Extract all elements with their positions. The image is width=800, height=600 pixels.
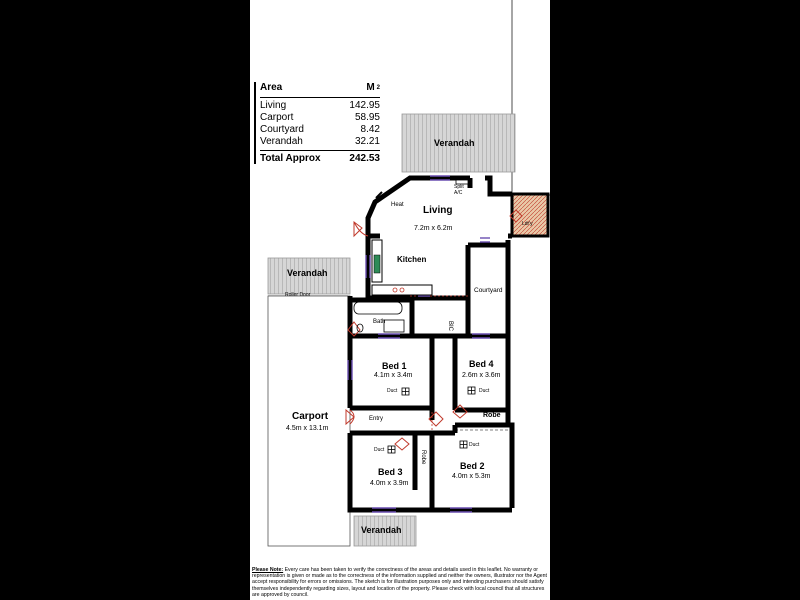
entry-label: Entry <box>369 416 384 422</box>
split-ac-label-1: Split <box>454 184 464 190</box>
floor-plan-drawing <box>250 0 550 600</box>
area-header-unit: M $^2$ <box>366 82 380 93</box>
bed1-duct-label: Duct <box>387 388 398 394</box>
bed2-dimensions: 4.0m x 5.3m <box>452 473 491 480</box>
bed4-dimensions: 2.6m x 3.6m <box>462 372 501 379</box>
kitchen-label: Kitchen <box>397 255 427 264</box>
disclaimer <box>252 567 548 598</box>
robe-bed4-label: Robe <box>483 412 501 419</box>
carport-dimensions: 4.5m x 13.1m <box>286 425 329 432</box>
disclaimer-text: Every care has been taken to verify the correctness of the areas and details used in this leaflet. No warranty or representation is given or made as to the correctness of the information supplied and neither the owners, illustrator nor the Agent accept responsibility for errors or omissions. The sketch is for illustration purposes only and intending purchasers should satisfy themselves independently regarding sizes, layout and location of the property. Please check with local council that all structures are approved by council. <box>252 567 547 598</box>
laundry-room <box>512 194 548 236</box>
bed3-duct-label: Duct <box>374 447 385 453</box>
bath-label: Bath <box>373 319 386 325</box>
floor-plan-sheet <box>250 0 550 600</box>
carport-label: Carport <box>292 411 329 422</box>
bed2-duct-label: Duct <box>469 442 480 448</box>
bed4-label: Bed 4 <box>469 359 494 369</box>
living-dimensions: 7.2m x 6.2m <box>414 225 453 232</box>
area-row-total: Total Approx 242.53 <box>260 153 380 164</box>
verandah-top-label: Verandah <box>434 138 475 148</box>
robe-bed3-label: Robe <box>420 450 426 465</box>
area-row-courtyard: Courtyard 8.42 <box>260 124 380 135</box>
kitchen-benches <box>372 240 432 295</box>
disclaimer-label: Please Note: <box>252 567 284 573</box>
bed4-duct-label: Duct <box>479 388 490 394</box>
laundry-label: Ldr'y <box>522 221 533 227</box>
area-header-label: Area <box>260 82 283 93</box>
bic-label: BIC <box>447 321 453 332</box>
bed3-label: Bed 3 <box>378 467 403 477</box>
living-label: Living <box>423 205 453 216</box>
bathroom-fixtures <box>354 302 404 332</box>
bed2-label: Bed 2 <box>460 461 485 471</box>
bed3-dimensions: 4.0m x 3.9m <box>370 480 409 487</box>
heat-label: Heat <box>391 202 404 208</box>
verandah-bottom-label: Verandah <box>361 525 402 535</box>
split-ac-label-2: A/C <box>454 190 463 196</box>
area-row-carport: Carport 58.95 <box>260 112 380 123</box>
area-row-verandah: Verandah 32.21 <box>260 136 380 147</box>
courtyard-label: Courtyard <box>474 287 503 294</box>
roller-door-label: Roller Door <box>285 292 311 298</box>
bed1-label: Bed 1 <box>382 361 407 371</box>
verandah-carport-label: Verandah <box>287 268 328 278</box>
bed1-dimensions: 4.1m x 3.4m <box>374 372 413 379</box>
area-row-living: Living 142.95 <box>260 100 380 111</box>
